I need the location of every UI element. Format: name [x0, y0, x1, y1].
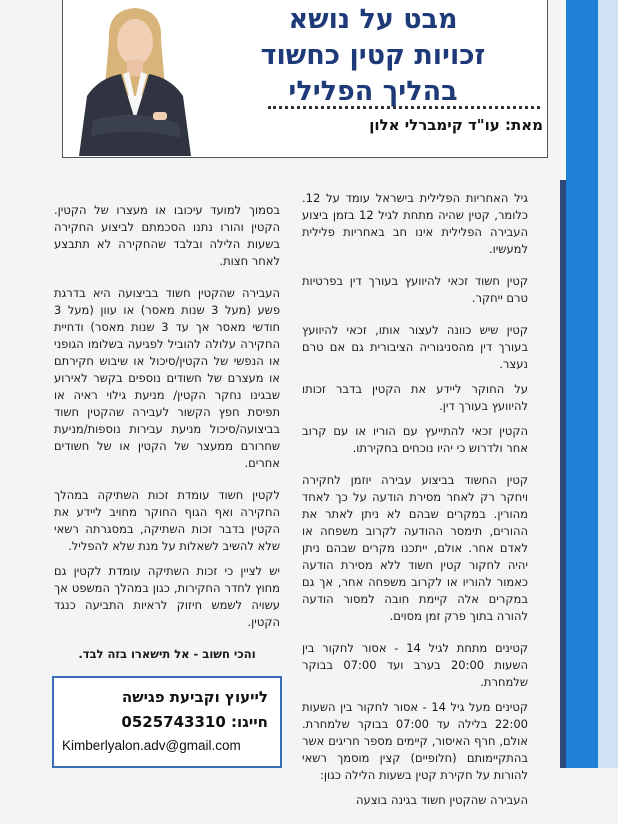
- contact-email[interactable]: Kimberlyalon.adv@gmail.com: [62, 738, 241, 753]
- contact-title: לייעוץ וקביעת פגישה: [121, 688, 268, 706]
- decorative-stripe-dark: [560, 180, 566, 768]
- paragraph: העבירה שהקטין חשוד בגינה בוצעה: [355, 793, 528, 807]
- paragraph: קטין שיש כוונה לעצור אותו, זכאי להיוועץ בעורך דין מהסניגוריה הציבורית גם אם טרם נעצר.: [302, 323, 528, 371]
- headline: [203, 2, 543, 110]
- decorative-stripe-light: [598, 0, 618, 768]
- headline-line-1: מבט על נושא: [288, 4, 458, 35]
- paragraph: גיל האחריות הפלילית בישראל עומד על 12. כלומר, קטין שהיה מתחת לגיל 12 בזמן ביצוע העבירה הפלילית אינו חב באחריות פלילית למעשיו.: [302, 191, 528, 256]
- paragraph: הקטין זכאי להתייעץ עם הוריו או עם קרוב אחר ולדרוש כי יהיו נוכחים בחקירתו.: [302, 424, 528, 455]
- headline-line-2: זכויות קטין כחשוד: [260, 40, 486, 71]
- paragraph: העבירה שהקטין חשוד בביצועה היא בדרגת פשע (מעל 3 שנות מאסר) או עוון (מעל 3 חודשי מאסר אך עד 3 שנות מאסר) ודחיית החקירה עלולה להוביל לפגיעה בשלומו הגופני או הנפשי של הקטין/סיכול או שיבוש חקירתם או מעצרם של חשודים נוספים בקשר לאירוע שבגינו נחקר הקטין/ מניעת גילוי ראיה או תפיסת חפץ הקשור לעבירה שהקטין חשוד בביצועה/סיכול מניעת עבירות נוספות/מניעת שחרורם ממעצר של הקטין או של חשודים אחרים.: [54, 286, 280, 470]
- paragraph: קטין חשוד זכאי להיוועץ בעורך דין בפרטיות טרם ייחקר.: [302, 274, 528, 305]
- paragraph: על החוקר ליידע את הקטין בדבר זכותו להיוועץ בעורך דין.: [302, 382, 528, 413]
- paragraph: קטין החשוד בביצוע עבירה יוזמן לחקירה ויחקר רק לאחר מסירת הודעה על כך לאחד מהורין. במקרים שבהם לא ניתן לאתר את ההורים, תימסר ההודעה לקרוב משפחה או לאדם אחר. אולם, ייתכנו מקרים שבהם ניתן יהיה לחקור קטין חשוד ללא מסירת הודעה כאמור להוריו או לקרוב משפחה אחר, אך גם במקרים אלה קיימת חובה למסור הודעה להורה בתוך פרק זמן מסוים.: [302, 473, 528, 623]
- byline: מאת: עו"ד קימברלי אלון: [369, 116, 543, 134]
- article-column-left: [54, 202, 280, 678]
- closing-line: והכי חשוב - אל תישארו בזה לבד.: [78, 647, 256, 661]
- paragraph: לקטין חשוד עומדת זכות השתיקה במהלך החקירה ואף הגוף החוקר מחויב ליידע את הקטין בדבר זכות השתיקה, במסגרתה רשאי שלא להשיב לשאלות על מנת שלא להפליל.: [54, 488, 280, 553]
- paragraph: קטינים מעל גיל 14 - אסור לחקור בין השעות 22:00 בלילה עד 07:00 בבוקר שלמחרת. אולם, חרף האיסור, קיימים מספר חריגים אשר בהתקיימותם (חלופיים) קצין מוסמך רשאי להורות על חקירת קטין בשעות הלילה כגון:: [302, 700, 529, 782]
- article-column-right: [302, 190, 528, 824]
- author-portrait-icon: [69, 0, 201, 156]
- paragraph: יש לציין כי זכות השתיקה עומדת לקטין גם מחוץ לחדר החקירות, כגון במהלך המשפט אך עשויה לשמש חיזוק לראיות התביעה כנגד הקטין.: [54, 564, 280, 629]
- article-header: [62, 0, 548, 158]
- contact-box: [52, 676, 282, 768]
- paragraph: קטינים מתחת לגיל 14 - אסור לחקור בין השעות 20:00 בערב ועד 07:00 בבוקר שלמחרת.: [302, 641, 528, 689]
- paragraph: בסמוך למועד עיכובו או מעצרו של הקטין. הקטין והורו נתנו הסכמתם לביצוע החקירה בשעות הלילה ובלבד שהחקירה לא תתבצע לאחר חצות.: [54, 203, 280, 268]
- headline-line-3: בהליך הפלילי: [288, 76, 458, 107]
- contact-phone[interactable]: חייגו: 0525743310: [121, 713, 268, 731]
- decorative-stripe-blue: [566, 0, 598, 768]
- dotted-divider: [268, 106, 540, 109]
